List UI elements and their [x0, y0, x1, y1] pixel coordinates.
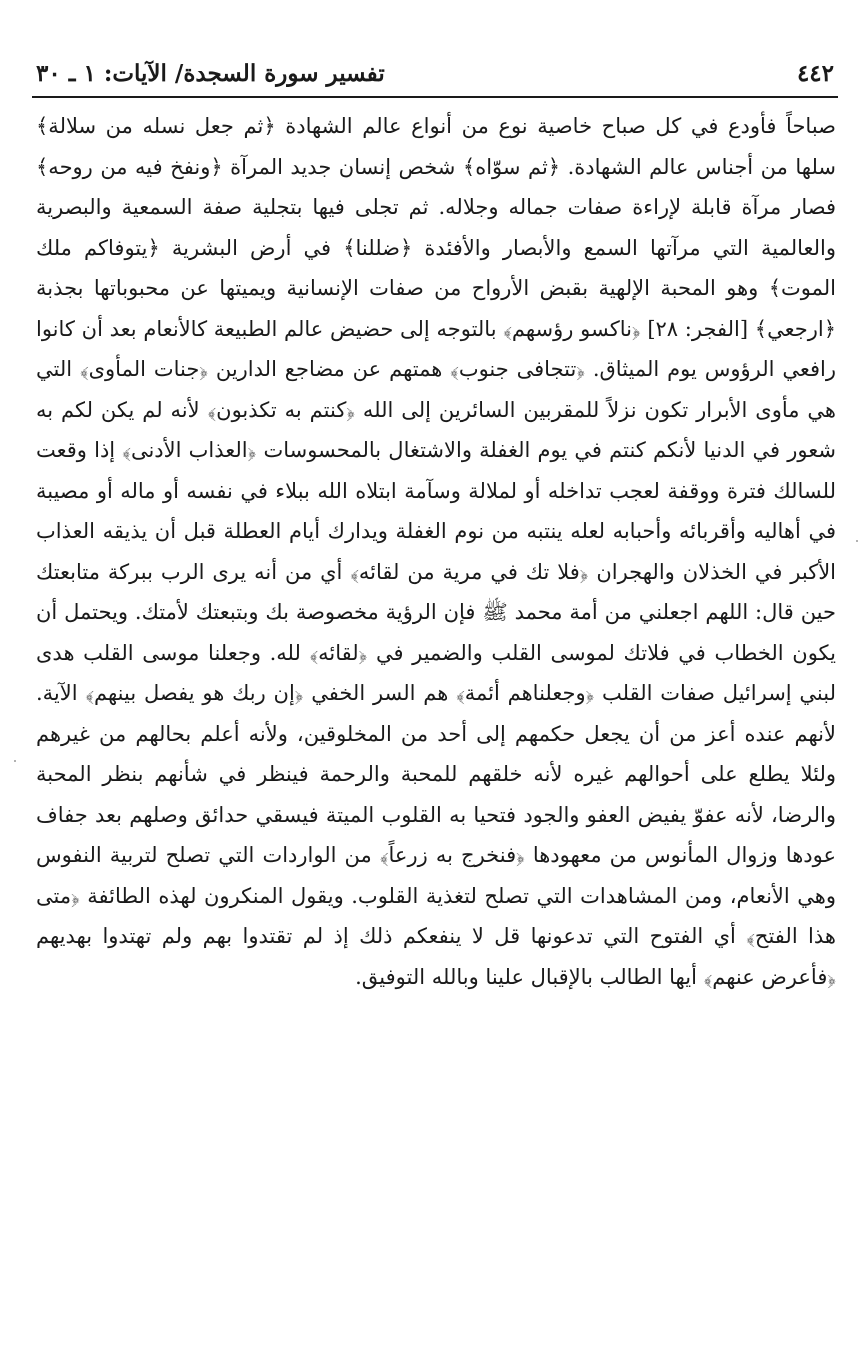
- scan-speck: [14, 760, 16, 762]
- commentary-paragraph: صباحاً فأودع في كل صباح خاصية نوع من أنواع عالم الشهادة ﴿ثم جعل نسله من سلالة﴾ سلها من أجناس عالم الشهادة. ﴿ثم سوّاه﴾ شخص إنسان جديد المرآة ﴿ونفخ فيه من روحه﴾ فصار مرآة قابلة لإراءة صفات جماله وجلاله. ثم تجلى فيها بتجلية صفة السمعية والبصرية والعالمية التي مرآتها السمع والأبصار والأفئدة ﴿ضللنا﴾ في أرض البشرية ﴿يتوفاكم ملك الموت﴾ وهو المحبة الإلهية بقبض الأرواح من صفات الإنسانية ويميتها عن محبوباتها بجذبة ﴿ارجعي﴾ [الفجر: ٢٨] ﴿ناكسو رؤسهم﴾ بالتوجه إلى حضيض عالم الطبيعة كالأنعام بعد أن كانوا رافعي الرؤوس يوم الميثاق. ﴿تتجافى جنوب﴾ همتهم عن مضاجع الدارين ﴿جنات المأوى﴾ التي هي مأوى الأبرار تكون نزلاً للمقربين السائرين إلى الله ﴿كنتم به تكذبون﴾ لأنه لم يكن لكم به شعور في الدنيا لأنكم كنتم في يوم الغفلة والاشتغال بالمحسوسات ﴿العذاب الأدنى﴾ إذا وقعت للسالك فترة ووقفة لعجب تداخله أو لملالة وسآمة ابتلاه الله ببلاء في نفسه أو ماله أو مصيبة في أهاليه وأقربائه وأحبابه لعله ينتبه من نوم الغفلة ويدارك أيام العطلة قبل أن يذيقه العذاب الأكبر في الخذلان والهجران ﴿فلا تك في مرية من لقائه﴾ أي من أنه يرى الرب ببركة متابعتك حين قال: اللهم اجعلني من أمة محمد ﷺ فإن الرؤية مخصوصة بك وبتبعتك لأمتك. ويحتمل أن يكون الخطاب في فلاتك لموسى القلب والضمير في ﴿لقائه﴾ لله. وجعلنا موسى القلب هدى لبني إسرائيل صفات القلب ﴿وجعلناهم أئمة﴾ هم السر الخفي ﴿إن ربك هو يفصل بينهم﴾ الآية. لأنهم عنده أعز من أن يجعل حكمهم إلى أحد من المخلوقين، ولأنه أعلم بحالهم من غيرهم ولئلا يطلع على أحوالهم غيره لأنه خلقهم للمحبة والرحمة فينظر في شأنهم بنظر المحبة والرضا، لأنه عفوّ يفيض العفو والجود فتحيا به القلوب الميتة فيسقي حدائق وصلهم بعد جفاف عودها وزوال المأنوس من معهودها ﴿فنخرج به زرعاً﴾ من الواردات التي تصلح لتربية النفوس وهي الأنعام، ومن المشاهدات التي تصلح لتغذية القلوب. ويقول المنكرون لهذه الطائفة ﴿متى هذا الفتح﴾ أي الفتوح التي تدعونها قل لا ينفعكم ذلك إذ لم تقتدوا بهم ولم تهتدوا بهديهم ﴿فأعرض عنهم﴾ أيها الطالب بالإقبال علينا وبالله التوفيق.: [36, 114, 836, 989]
- scan-speck: [856, 540, 858, 542]
- body-text: [36, 106, 836, 997]
- page-number: ٤٤٢: [796, 60, 834, 87]
- page-header: [32, 58, 838, 98]
- running-title: تفسير سورة السجدة/ الآيات: ١ ـ ٣٠: [36, 60, 385, 87]
